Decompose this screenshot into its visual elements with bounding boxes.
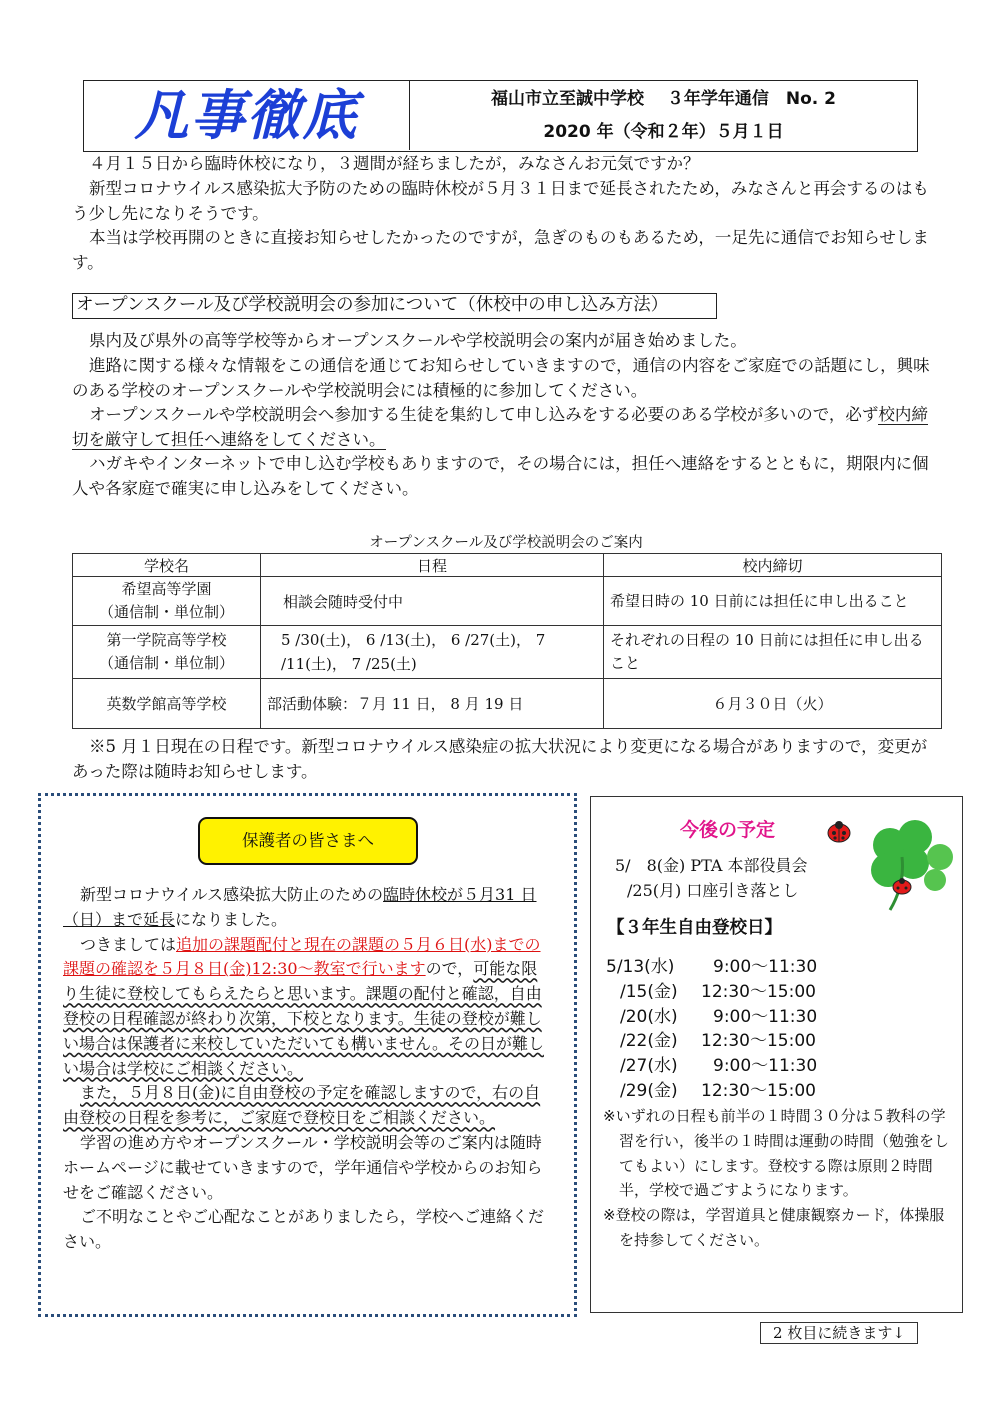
parents-paragraph-4: 学習の進め方やオープンスクール・学校説明会等のご案内は随時ホームページに載せていきますので，学年通信や学校からのお知らせをご確認ください。 [63, 1132, 543, 1202]
event-item: /25(月) 口座引き落とし [627, 881, 799, 900]
table-header-row [73, 554, 942, 577]
free-attendance-list [606, 955, 817, 1104]
list-item: /20(水) 9:00～11:30 [620, 1006, 818, 1027]
schedule-note-2: ※登校の際は，学習道具と健康観察カード，体操服を持参してください。 [603, 1206, 945, 1249]
school-cell: 英数学館高等学校 [73, 679, 261, 729]
school-cell: 希望高等学園 （通信制・単位制） [73, 577, 261, 626]
schedule-cell: 部活動体験：７月 11 日， 8 月 19 日 [261, 679, 604, 729]
table-row [73, 679, 942, 729]
table-note: ※5 月１日現在の日程です。新型コロナウイルス感染症の拡大状況により変更になる場合がありますので，変更があった際は随時お知らせします。 [72, 737, 928, 781]
schedule-title: 今後の予定 [680, 819, 776, 841]
school-line: 福山市立至誠中学校 ３年学年通信 No. 2 [490, 89, 837, 109]
list-item: /27(水) 9:00～11:30 [620, 1056, 818, 1077]
parents-label: 保護者の皆さまへ [198, 817, 418, 865]
open-school-table [72, 553, 942, 729]
deadline-cell: ６月３０日（火） [604, 679, 942, 729]
table-caption: オープンスクール及び学校説明会のご案内 [369, 535, 643, 551]
free-attendance-title: 【３年生自由登校日】 [607, 918, 782, 938]
col-deadline: 校内締切 [604, 554, 942, 577]
deadline-cell: それぞれの日程の 10 日前には担任に申し出ること [604, 626, 942, 679]
section-heading: オープンスクール及び学校説明会の参加について（休校中の申し込み方法） [72, 293, 717, 319]
col-school: 学校名 [73, 554, 261, 577]
list-item: /22(金) 12:30～15:00 [620, 1031, 816, 1052]
parents-paragraph-1: 新型コロナウイルス感染拡大防止のための臨時休校が５月31 日（日）まで延長になりました。 [63, 885, 537, 929]
parents-paragraph-3: また，５月８日(金)に自由登校の予定を確認しますので，右の自由登校の日程を参考に，ご家庭で登校日をご相談ください。 [63, 1083, 541, 1128]
school-cell: 第一学院高等学校 （通信制・単位制） [73, 626, 261, 679]
section-paragraph-3: オープンスクールや学校説明会へ参加する生徒を集約して申し込みをする必要のある学校が多いので，必ず校内締切を厳守して担任へ連絡をしてください。 [72, 405, 928, 449]
parents-paragraph-5: ご不明なことやご心配なことがありましたら，学校へご連絡ください。 [63, 1207, 545, 1252]
schedule-cell: 5 /30(土)， 6 /13(土)， 6 /27(土)， 7 /11(土)， 7 /25(土) [261, 626, 604, 679]
intro-paragraph-2: 新型コロナウイルス感染拡大予防のための臨時休校が５月３１日まで延長されたため，みなさんと再会するのはもう少し先になりそうです。 [72, 179, 929, 223]
intro-paragraph-1: ４月１５日から臨時休校になり，３週間が経ちましたが，みなさんお元気ですか？ [89, 154, 700, 173]
deadline-cell: 希望日時の 10 日前には担任に申し出ること [604, 577, 942, 626]
schedule-note-1: ※いずれの日程も前半の１時間３０分は５教科の学習を行い，後半の１時間は運動の時間（勉強をしてもよい）にします。登校する際は原則２時間半，学校で過ごすようになります。 [603, 1107, 950, 1200]
intro-paragraph-3: 本当は学校再開のときに直接お知らせしたかったのですが，急ぎのものもあるため，一足先に通信でお知らせします。 [72, 228, 929, 272]
parents-paragraph-2: つきましては追加の課題配付と現在の課題の５月６日(水)までの課題の確認を５月８日(金)12:30～教室で行いますので，可能な限り生徒に登校してもらえたらと思います。課題の配付と確認，自由登校の日程確認が終わり次第，下校となります。生徒の登校が難しい場合は保護者に来校していただいても構いません。その日が難しい場合は学校にご相談ください。 [63, 934, 544, 1078]
clover-icon [860, 815, 960, 915]
events-list [615, 853, 808, 903]
list-item: /29(金) 12:30～15:00 [620, 1080, 816, 1101]
date-line: 2020 年（令和２年）５月１日 [543, 122, 784, 142]
newsletter-title: 凡事徹底 [84, 81, 410, 150]
schedule-cell: 相談会随時受付中 [261, 577, 604, 626]
list-item: 5/13(水) 9:00～11:30 [606, 957, 818, 977]
section-paragraph-1: 県内及び県外の高等学校等からオープンスクールや学校説明会の案内が届き始めました。 [89, 331, 747, 350]
table-row [73, 626, 942, 679]
header-info [410, 81, 917, 150]
parents-text [63, 883, 553, 1255]
col-schedule: 日程 [261, 554, 604, 577]
table-row [73, 577, 942, 626]
section-paragraph-4: ハガキやインターネットで申し込む学校もありますので，その場合には，担任へ連絡をするとともに，期限内に個人や各家庭で確実に申し込みをしてください。 [72, 454, 929, 498]
event-item: 5/ 8(金) PTA 本部役員会 [615, 856, 808, 875]
red-highlight: 追加の課題配付と現在の課題の５月６日(水)までの課題の確認を５月８日(金)12:30～教室で行います [63, 934, 541, 979]
header-box [83, 80, 918, 152]
section-paragraph-2: 進路に関する様々な情報をこの通信を通じてお知らせしていきますので，通信の内容をご家庭での話題にし，興味のある学校のオープンスクールや学校説明会には積極的に参加してください。 [72, 356, 930, 400]
deadline-emphasis: 校内締切を厳守して担任へ連絡をしてください。 [72, 405, 928, 449]
ladybug-icon [824, 818, 854, 844]
schedule-notes [603, 1104, 953, 1253]
list-item: /15(金) 12:30～15:00 [620, 981, 816, 1002]
continued-label: 2 枚目に続きます↓ [760, 1322, 918, 1344]
